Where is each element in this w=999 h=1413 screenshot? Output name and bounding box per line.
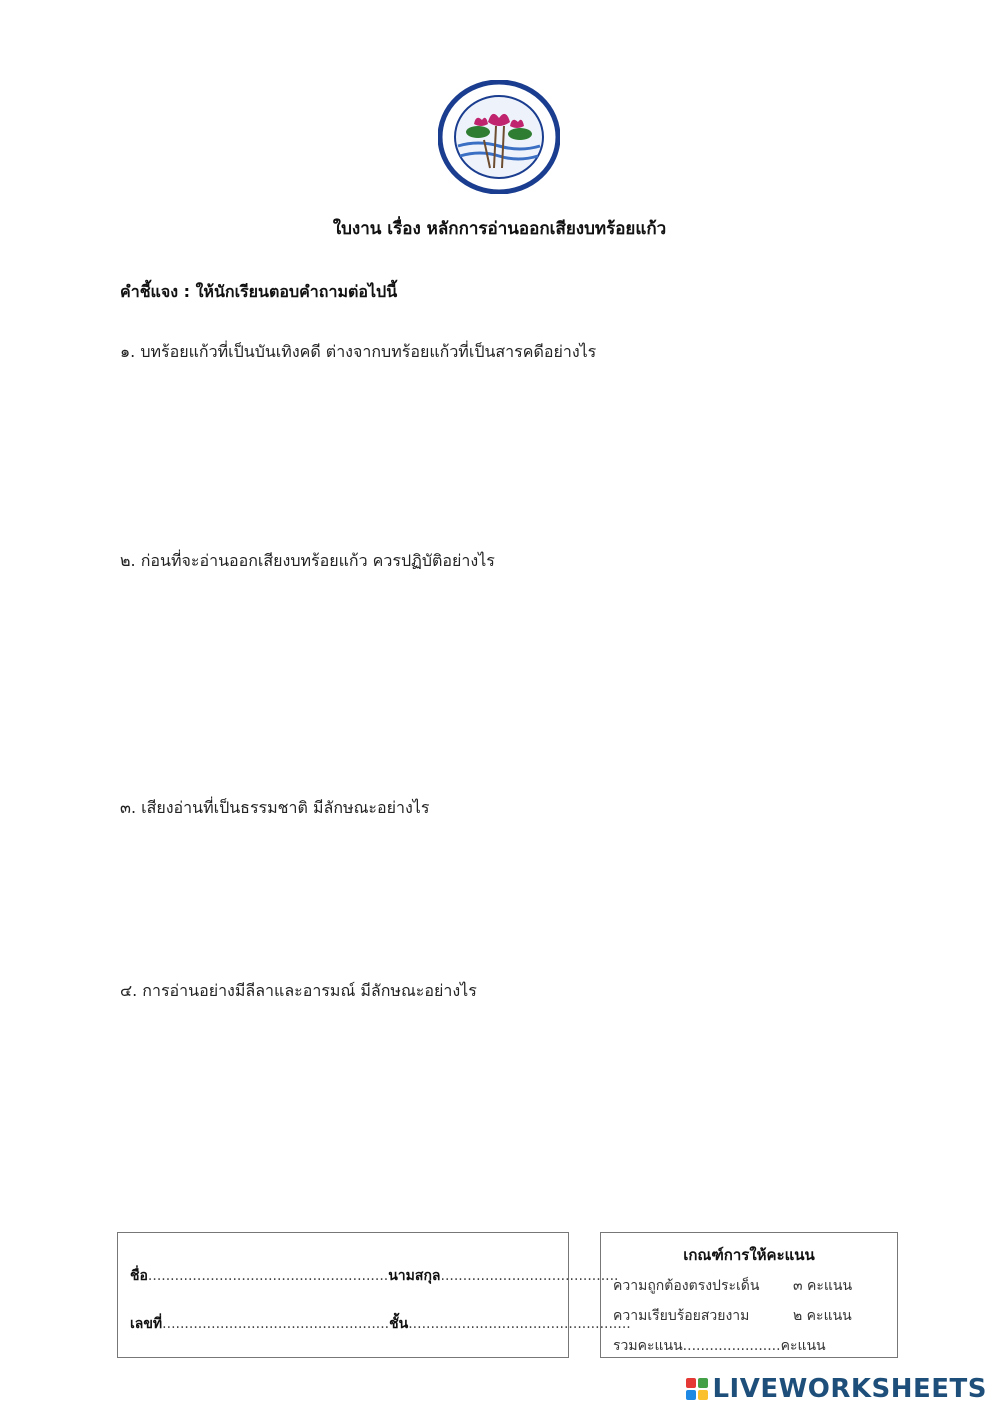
rubric-points: ๒ คะแนน [793,1308,852,1324]
question-3: ๓. เสียงอ่านที่เป็นธรรมชาติ มีลักษณะอย่างไร [120,798,430,817]
number-field[interactable]: ................................................... [162,1316,390,1332]
number-label: เลขที่ [130,1316,163,1332]
school-logo [438,80,560,194]
instruction-text: คำชี้แจง : ให้นักเรียนตอบคำถามต่อไปนี้ [120,282,398,301]
name-row [130,1265,619,1287]
rubric-row [613,1275,853,1297]
question-2: ๒. ก่อนที่จะอ่านออกเสียงบทร้อยแก้ว ควรปฏิบัติอย่างไร [120,551,495,570]
worksheet-title: ใบงาน เรื่อง หลักการอ่านออกเสียงบทร้อยแก้ว [332,219,667,239]
rubric-criterion: ความถูกต้องตรงประเด็น [613,1278,760,1294]
brand-name: LIVEWORKSHEETS [712,1374,987,1404]
number-row [130,1313,631,1335]
question-1: ๑. บทร้อยแก้วที่เป็นบันเทิงคดี ต่างจากบทร้อยแก้วที่เป็นสารคดีอย่างไร [120,342,597,361]
rubric-total-row [613,1335,826,1357]
name-label: ชื่อ [130,1268,148,1284]
liveworksheets-logo-icon [686,1378,708,1400]
logo-tile [686,1390,696,1400]
total-score-field[interactable]: ...................... [682,1338,781,1354]
logo-tile [698,1378,708,1388]
rubric-title: เกณฑ์การให้คะแนน [683,1246,815,1264]
class-label: ชั้น [389,1316,409,1332]
liveworksheets-brand [686,1372,987,1406]
rubric-row [613,1305,852,1327]
class-field[interactable]: .................................................. [408,1316,631,1332]
rubric-points: ๓ คะแนน [793,1278,853,1294]
logo-tile [686,1378,696,1388]
total-label: รวมคะแนน [613,1338,683,1354]
name-field[interactable]: ...................................................... [147,1268,389,1284]
student-info-box [117,1232,631,1358]
question-4: ๔. การอ่านอย่างมีลีลาและอารมณ์ มีลักษณะอย่างไร [120,981,477,1000]
logo-tile [698,1390,708,1400]
rubric-box [600,1232,898,1358]
total-suffix: คะแนน [780,1338,826,1354]
surname-label: นามสกุล [388,1268,441,1284]
surname-field[interactable]: ........................................ [440,1268,619,1284]
rubric-criterion: ความเรียบร้อยสวยงาม [613,1308,750,1324]
school-seal-icon [438,80,560,194]
